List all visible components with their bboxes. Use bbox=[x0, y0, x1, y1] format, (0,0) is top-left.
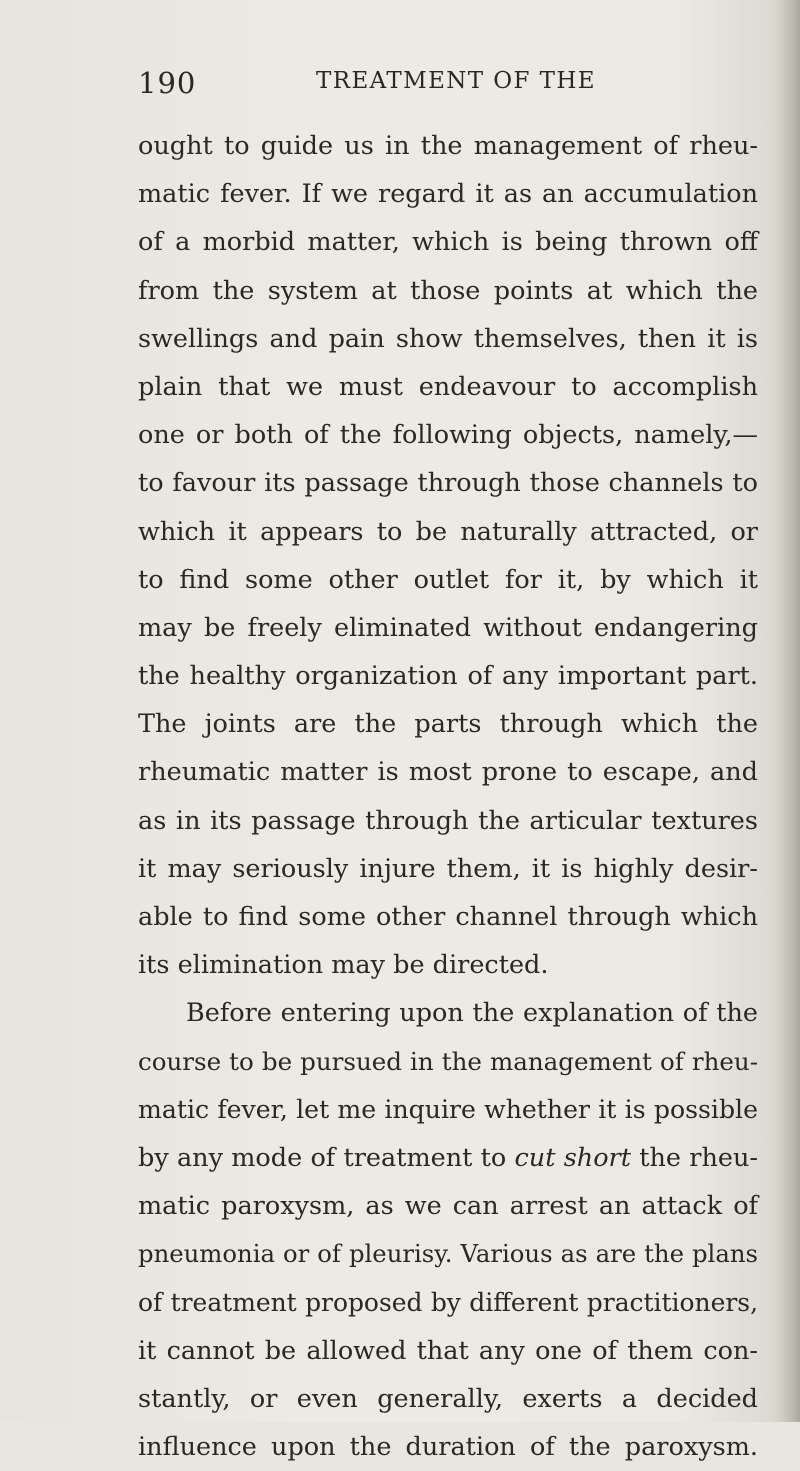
text-fragment: by any mode of treatment to bbox=[138, 1142, 515, 1173]
text-line: matic fever, let me inquire whether it is possible bbox=[138, 1094, 758, 1124]
text-line: matic paroxysm, as we can arrest an attack of bbox=[138, 1191, 758, 1222]
text-line: one or both of the following objects, namely,— bbox=[138, 420, 758, 451]
text-line: swellings and pain show themselves, then it is bbox=[138, 323, 758, 354]
text-line: course to be pursued in the management of rheu- bbox=[138, 1046, 758, 1076]
italic-emphasis: cut short bbox=[514, 1142, 631, 1173]
text-line: rheumatic matter is most prone to escape, and bbox=[138, 757, 758, 788]
text-line: it may seriously injure them, it is highly desir- bbox=[138, 853, 758, 884]
text-line: may be freely eliminated without endangering bbox=[138, 612, 758, 643]
page-header bbox=[138, 66, 718, 106]
text-line: able to find some other channel through which bbox=[138, 902, 758, 932]
paragraph-start-line: Before entering upon the explanation of the bbox=[186, 998, 758, 1029]
text-line: to find some other outlet for it, by which it bbox=[138, 564, 758, 595]
running-head: TREATMENT OF THE bbox=[316, 68, 596, 94]
text-line: stantly, or even generally, exerts a decided bbox=[138, 1383, 758, 1414]
text-line: of treatment proposed by different practitioners, bbox=[138, 1287, 758, 1317]
text-line: of a morbid matter, which is being thrown off bbox=[138, 227, 758, 258]
text-line: plain that we must endeavour to accomplish bbox=[138, 371, 758, 402]
text-line: the healthy organization of any important part. bbox=[138, 661, 758, 692]
text-line: from the system at those points at which the bbox=[138, 275, 758, 306]
text-line: ought to guide us in the management of rheu- bbox=[138, 131, 758, 161]
text-line: matic fever. If we regard it as an accumulation bbox=[138, 179, 758, 210]
text-line: to favour its passage through those channels to bbox=[138, 468, 758, 499]
paragraph-end-line: its elimination may be directed. bbox=[138, 950, 549, 981]
text-line-with-emphasis bbox=[138, 1134, 758, 1182]
text-line: it cannot be allowed that any one of them con- bbox=[138, 1335, 758, 1366]
page-edge-shadow bbox=[778, 0, 800, 1422]
text-line: The joints are the parts through which the bbox=[138, 709, 758, 740]
page-number: 190 bbox=[138, 66, 197, 100]
text-line: as in its passage through the articular textures bbox=[138, 805, 758, 836]
text-line: influence upon the duration of the paroxysm. bbox=[138, 1432, 758, 1463]
text-line: pneumonia or of pleurisy. Various as are the plans bbox=[138, 1239, 758, 1269]
text-line: which it appears to be naturally attracted, or bbox=[138, 516, 758, 547]
body-text bbox=[138, 122, 758, 1471]
text-fragment: the rheu- bbox=[631, 1142, 758, 1173]
